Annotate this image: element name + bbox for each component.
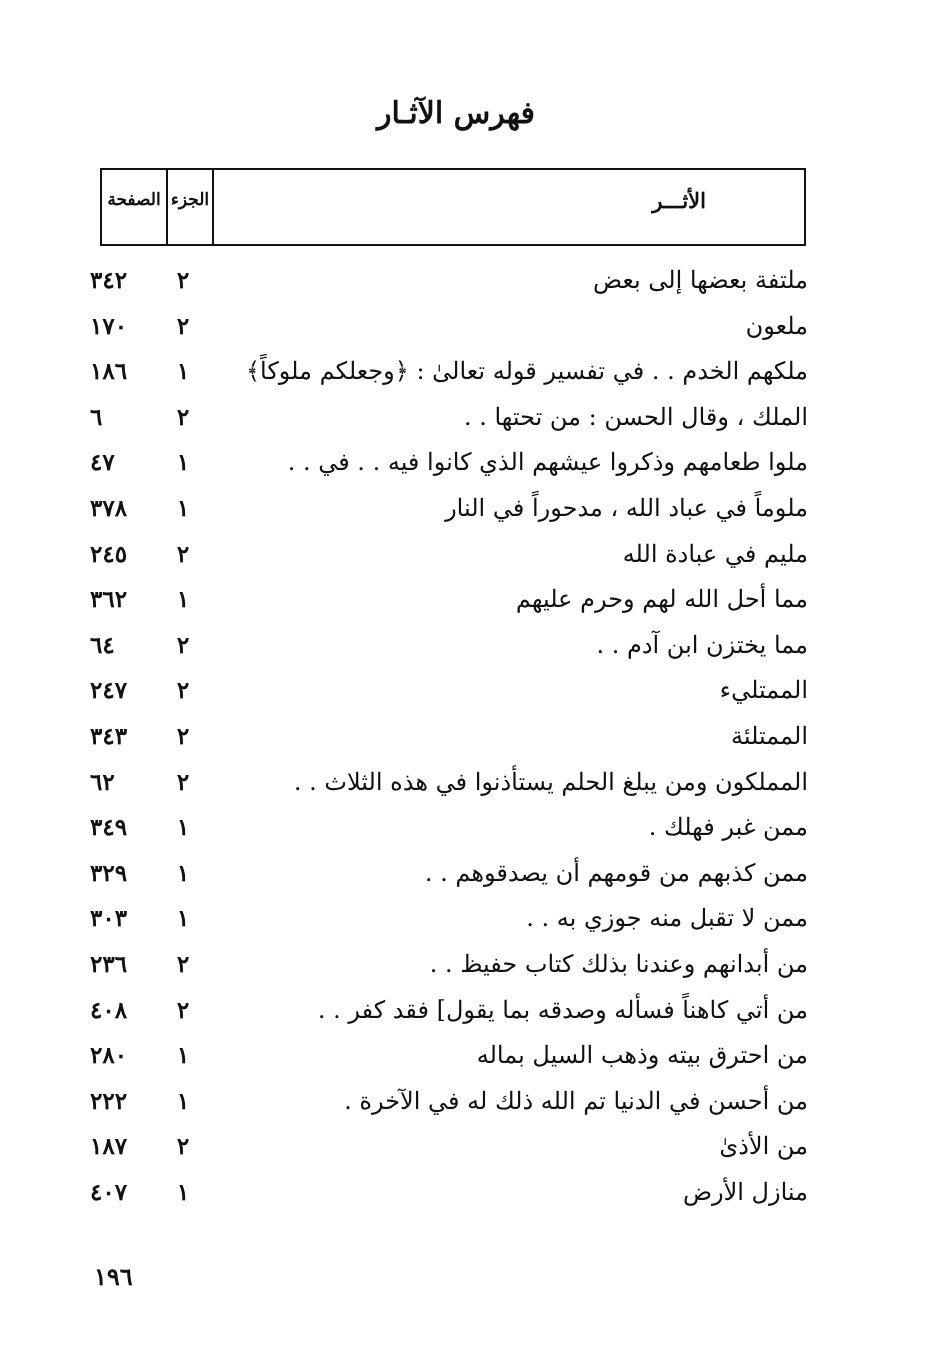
page-number: ١٩٦ <box>94 1262 133 1291</box>
entry-page: ٣٢٩ <box>90 859 128 887</box>
index-row <box>90 258 808 304</box>
index-row <box>90 623 808 669</box>
entry-juz: ٢ <box>176 312 190 340</box>
entry-text: ملوماً في عباد الله ، مدحوراً في النار <box>445 493 808 522</box>
header-juz: الجزء <box>166 170 212 244</box>
header-athar: الأثـــر <box>212 170 804 244</box>
entry-juz: ١ <box>176 1087 190 1115</box>
index-row <box>90 851 808 897</box>
entry-page: ١٧٠ <box>90 312 128 340</box>
entry-page: ١٨٦ <box>90 358 128 386</box>
entry-text: ممن كذبهم من قومهم أن يصدقوهم . . <box>424 858 808 887</box>
entry-text: من أتي كاهناً فسأله وصدقه بما يقول] فقد كفر . . <box>317 995 808 1024</box>
index-row <box>90 988 808 1034</box>
entry-juz: ١ <box>176 494 190 522</box>
index-row <box>90 486 808 532</box>
entry-page: ٣٧٨ <box>90 494 128 522</box>
index-row <box>90 349 808 395</box>
entry-text: ممن لا تقبل منه جوزي به . . <box>526 904 808 933</box>
index-table-header <box>100 168 806 246</box>
entry-text: مما يختزن ابن آدم . . <box>596 630 808 659</box>
entry-juz: ١ <box>176 358 190 386</box>
header-page: الصفحة <box>107 190 161 210</box>
entry-text: مليم في عبادة الله <box>622 539 808 568</box>
index-row <box>90 942 808 988</box>
entry-juz: ١ <box>176 449 190 477</box>
entry-text: الممتليء <box>719 676 808 705</box>
index-row <box>90 760 808 806</box>
entry-page: ٤٧ <box>90 449 115 477</box>
index-row <box>90 577 808 623</box>
entry-juz: ٢ <box>176 768 190 796</box>
index-row <box>90 440 808 486</box>
entry-text: ملوا طعامهم وذكروا عيشهم الذي كانوا فيه . . في . . <box>287 448 808 477</box>
entry-juz: ١ <box>176 586 190 614</box>
entry-text: ممن غبر فهلك . <box>648 813 808 842</box>
entry-page: ٢٢٢ <box>90 1087 128 1115</box>
entry-text: من احترق بيته وذهب السيل بماله <box>476 1041 808 1070</box>
entry-page: ٢٤٥ <box>90 540 128 568</box>
entry-text: الملك ، وقال الحسن : من تحتها . . <box>463 402 808 431</box>
entry-text: ملكهم الخدم . . في تفسير قوله تعالىٰ : ﴿وجعلكم ملوكاً﴾ <box>245 357 808 386</box>
entry-juz: ٢ <box>176 1133 190 1161</box>
entry-page: ٣٦٢ <box>90 586 128 614</box>
entry-juz: ٢ <box>176 540 190 568</box>
entry-page: ٦٢ <box>90 768 115 796</box>
index-row <box>90 714 808 760</box>
entry-juz: ١ <box>176 905 190 933</box>
entry-juz: ٢ <box>176 631 190 659</box>
entry-page: ٣٤٩ <box>90 814 128 842</box>
entry-juz: ١ <box>176 814 190 842</box>
entry-text: من أبدانهم وعندنا بذلك كتاب حفيظ . . <box>429 949 808 978</box>
entry-text: ملعون <box>745 311 808 340</box>
index-row <box>90 1124 808 1170</box>
entry-page: ٣٤٢ <box>90 267 128 294</box>
entry-page: ٤٠٨ <box>90 996 128 1024</box>
entry-page: ٢٤٧ <box>90 677 128 705</box>
entry-juz: ٢ <box>176 267 190 294</box>
entry-juz: ١ <box>176 1042 190 1070</box>
entry-juz: ٢ <box>176 996 190 1024</box>
entry-juz: ٢ <box>176 403 190 431</box>
index-row <box>90 395 808 441</box>
entry-juz: ١ <box>176 1178 190 1206</box>
entry-text: الممتلئة <box>730 721 808 750</box>
entry-text: من أحسن في الدنيا تم الله ذلك له في الآخرة . <box>344 1086 808 1115</box>
entry-page: ٦٤ <box>90 631 115 659</box>
entry-page: ٤٠٧ <box>90 1178 128 1206</box>
entry-juz: ٢ <box>176 950 190 978</box>
index-row <box>90 668 808 714</box>
index-row <box>90 304 808 350</box>
entry-page: ١٨٧ <box>90 1133 128 1161</box>
entry-text: ملتفة بعضها إلى بعض <box>592 266 808 294</box>
index-entries <box>90 258 808 1215</box>
entry-juz: ١ <box>176 859 190 887</box>
index-row <box>90 1033 808 1079</box>
entry-page: ٢٣٦ <box>90 950 128 978</box>
entry-text: منازل الأرض <box>682 1177 808 1206</box>
index-row <box>90 1079 808 1125</box>
index-row <box>90 896 808 942</box>
entry-text: مما أحل الله لهم وحرم عليهم <box>515 585 808 614</box>
entry-text: من الأذىٰ <box>719 1132 808 1161</box>
page-title: فهرس الآثـار <box>377 96 535 131</box>
entry-page: ٦ <box>90 403 103 431</box>
entry-page: ٢٨٠ <box>90 1042 128 1070</box>
entry-juz: ٢ <box>176 722 190 750</box>
entry-text: المملكون ومن يبلغ الحلم يستأذنوا في هذه الثلاث . . <box>293 767 808 796</box>
entry-page: ٣٠٣ <box>90 905 128 933</box>
index-row <box>90 1170 808 1216</box>
entry-page: ٣٤٣ <box>90 722 128 750</box>
entry-juz: ٢ <box>176 677 190 705</box>
index-row <box>90 532 808 578</box>
index-row <box>90 805 808 851</box>
